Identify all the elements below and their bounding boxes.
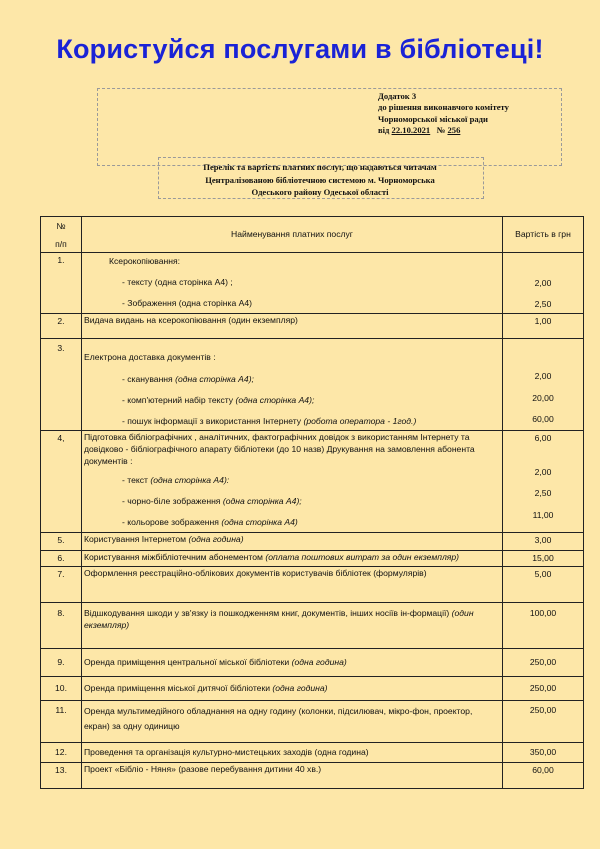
row-sub-item: - чорно-біле зображення (одна сторінка А4); xyxy=(122,495,302,506)
row-price: 3,00 xyxy=(503,533,584,551)
row-price: 100,00 xyxy=(503,602,584,648)
row-price: 5,00 xyxy=(503,566,584,602)
row-service: Проведення та організація культурно-мистецьких заходів (одна година) xyxy=(82,742,503,762)
table-row xyxy=(41,314,584,339)
row-service xyxy=(82,339,503,430)
row-sub-item: - Зображення (одна сторінка А4) xyxy=(122,298,252,309)
annex-label: Додаток 3 xyxy=(378,91,417,101)
row-num: 9. xyxy=(41,648,82,676)
row-price: 15,00 xyxy=(503,551,584,566)
row-price: 250,00 xyxy=(503,648,584,676)
annex-num-prefix: № xyxy=(436,124,446,135)
price-value: 2,00 xyxy=(534,371,552,382)
row-num: 11. xyxy=(41,700,82,742)
header-price-text: Вартість в грн xyxy=(515,229,571,240)
row-price xyxy=(503,430,584,533)
row-sub-item: - пошук інформації з використання Інтернету (робота оператора - 1год.) xyxy=(122,416,417,427)
services-table xyxy=(40,216,584,789)
row-service: Оформлення реєстраційно-облікових документів користувачів бібліотек (формулярів) xyxy=(82,566,503,602)
row-title: Підготовка бібліографічних , аналітичних, фактографічних довідок з використанням Інтернету та довідково - бібліографічного апарату бібліотеки (до 10 назв) Друкування на замовлення абонента документів : xyxy=(84,431,475,467)
row-sub-item: - комп'ютерний набір тексту (одна сторінка А4); xyxy=(122,395,315,406)
table-row xyxy=(41,648,584,676)
heading-line-2: Централізованою бібліотечною системою м. Чорноморська xyxy=(205,174,435,185)
row-num: 12. xyxy=(41,742,82,762)
table-row xyxy=(41,676,584,700)
row-price: 250,00 xyxy=(503,676,584,700)
row-service xyxy=(82,430,503,533)
price-value: 2,00 xyxy=(534,277,552,288)
table-row xyxy=(41,602,584,648)
row-service: Відшкодування шкоди у зв'язку із пошкодженням книг, документів, інших носіїв ін-формації) (один екземпляр) xyxy=(82,602,503,648)
row-service: Проект «Бібліо - Няня» (разове перебування дитини 40 хв.) xyxy=(82,762,503,788)
row-price: 250,00 xyxy=(503,700,584,742)
table-row xyxy=(41,339,584,430)
annex-council: Чорноморської міської ради xyxy=(378,113,488,124)
header-price xyxy=(503,217,584,253)
row-num: 6. xyxy=(41,551,82,566)
row-price: 1,00 xyxy=(503,314,584,339)
row-title: Ксерокопіювання: xyxy=(109,255,181,266)
table-row xyxy=(41,700,584,742)
table-row xyxy=(41,762,584,788)
row-num: 4, xyxy=(41,430,82,533)
row-sub-item: - текст (одна сторінка А4): xyxy=(122,474,230,485)
row-sub-item: - кольорове зображення (одна сторінка А4) xyxy=(122,517,298,528)
row-price xyxy=(503,339,584,430)
row-service: Оренда приміщення центральної міської бібліотеки (одна година) xyxy=(82,648,503,676)
row-num: 13. xyxy=(41,762,82,788)
annex-block xyxy=(378,91,509,136)
row-title: Електрона доставка документів : xyxy=(84,352,216,363)
row-num: 1. xyxy=(41,252,82,314)
page-title: Користуйся послугами в бібліотеці! xyxy=(56,34,544,64)
heading-line-1: Перелік та вартість платних послуг, що надаються читачам xyxy=(203,162,437,172)
annex-num: 256 xyxy=(447,124,461,135)
table-row xyxy=(41,742,584,762)
row-num: 10. xyxy=(41,676,82,700)
heading-line-3: Одеського району Одеської області xyxy=(251,187,389,198)
row-num: 5. xyxy=(41,533,82,551)
row-sub-item: - тексту (одна сторінка А4) ; xyxy=(122,276,233,287)
price-value: 2,50 xyxy=(534,298,552,309)
annex-date-prefix: від xyxy=(378,124,390,135)
price-value: 60,00 xyxy=(532,414,554,425)
header-num-l1: № xyxy=(56,221,66,231)
row-price xyxy=(503,252,584,314)
row-price: 350,00 xyxy=(503,742,584,762)
row-price: 60,00 xyxy=(503,762,584,788)
table-row xyxy=(41,551,584,566)
row-service: Видача видань на ксерокопіювання (один екземпляр) xyxy=(82,314,503,339)
price-value: 11,00 xyxy=(532,509,554,520)
row-service: Користування міжбібліотечним абонементом (оплата поштових витрат за один екземпляр) xyxy=(82,551,503,566)
row-service xyxy=(82,252,503,314)
header-num xyxy=(41,217,82,253)
header-name xyxy=(82,217,503,253)
row-num: 2. xyxy=(41,314,82,339)
table-header xyxy=(41,217,584,253)
table-row xyxy=(41,566,584,602)
price-value: 2,00 xyxy=(534,466,552,477)
row-num: 7. xyxy=(41,566,82,602)
annex-date: 22.10.2021 xyxy=(391,124,431,135)
header-num-l2: п/п xyxy=(55,239,67,250)
row-num: 3. xyxy=(41,339,82,430)
table-row xyxy=(41,252,584,314)
header-name-text: Найменування платних послуг xyxy=(231,229,353,240)
annex-date-line xyxy=(378,125,509,136)
price-value: 20,00 xyxy=(532,392,554,403)
list-heading xyxy=(158,161,482,199)
table-row xyxy=(41,430,584,533)
table-row xyxy=(41,533,584,551)
row-sub-item: - сканування (одна сторінка А4); xyxy=(122,373,254,384)
annex-decision: до рішення виконавчого комітету xyxy=(378,102,509,113)
price-value: 2,50 xyxy=(534,488,552,499)
row-service: Оренда мультимедійного обладнання на одну годину (колонки, підсилювач, мікро-фон, проектор, екран) за одну одиницю xyxy=(82,700,503,742)
row-service: Користування Інтернетом (одна година) xyxy=(82,533,503,551)
price-value: 6,00 xyxy=(534,432,552,443)
row-num: 8. xyxy=(41,602,82,648)
row-service: Оренда приміщення міської дитячої бібліотеки (одна година) xyxy=(82,676,503,700)
